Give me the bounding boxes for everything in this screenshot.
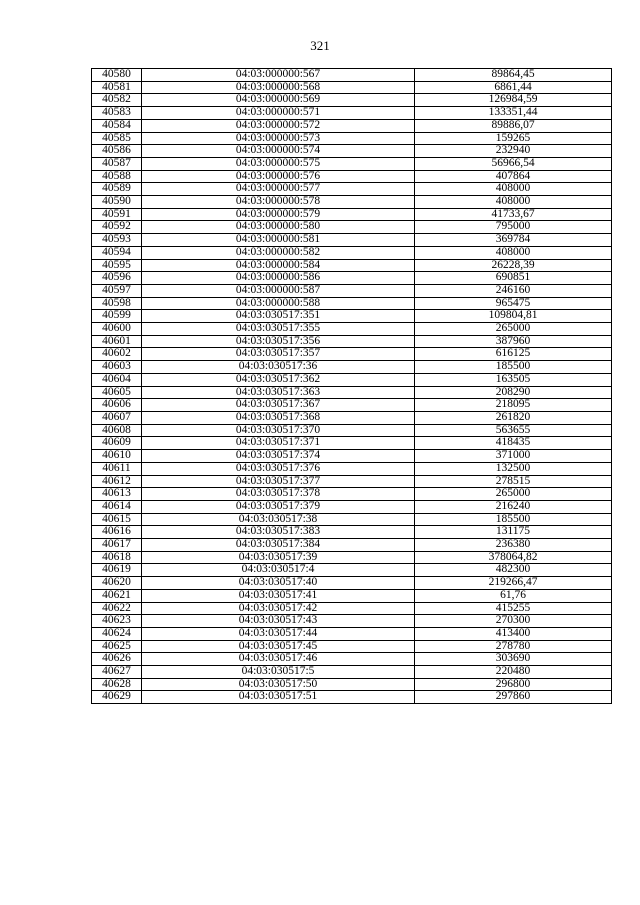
table-row bbox=[92, 323, 612, 336]
row-number-cell: 40608 bbox=[92, 424, 142, 437]
value-cell: 296800 bbox=[415, 678, 612, 691]
cadastral-number-cell: 04:03:000000:587 bbox=[142, 284, 415, 297]
row-number-cell: 40589 bbox=[92, 183, 142, 196]
cadastral-number-cell: 04:03:000000:576 bbox=[142, 170, 415, 183]
row-number-cell: 40588 bbox=[92, 170, 142, 183]
value-cell: 131175 bbox=[415, 526, 612, 539]
table-row bbox=[92, 119, 612, 132]
value-cell: 418435 bbox=[415, 437, 612, 450]
cadastral-number-cell: 04:03:030517:374 bbox=[142, 450, 415, 463]
value-cell: 208290 bbox=[415, 386, 612, 399]
table-row bbox=[92, 615, 612, 628]
table-row bbox=[92, 424, 612, 437]
row-number-cell: 40599 bbox=[92, 310, 142, 323]
value-cell: 232940 bbox=[415, 145, 612, 158]
cadastral-number-cell: 04:03:030517:357 bbox=[142, 348, 415, 361]
table-row bbox=[92, 259, 612, 272]
value-cell: 482300 bbox=[415, 564, 612, 577]
value-cell: 236380 bbox=[415, 539, 612, 552]
cadastral-number-cell: 04:03:000000:573 bbox=[142, 132, 415, 145]
table-row bbox=[92, 284, 612, 297]
table-row bbox=[92, 221, 612, 234]
table-row bbox=[92, 170, 612, 183]
row-number-cell: 40607 bbox=[92, 411, 142, 424]
value-cell: 265000 bbox=[415, 323, 612, 336]
table-row bbox=[92, 310, 612, 323]
value-cell: 261820 bbox=[415, 411, 612, 424]
cadastral-number-cell: 04:03:030517:41 bbox=[142, 589, 415, 602]
value-cell: 616125 bbox=[415, 348, 612, 361]
row-number-cell: 40592 bbox=[92, 221, 142, 234]
table-row bbox=[92, 602, 612, 615]
value-cell: 415255 bbox=[415, 602, 612, 615]
cadastral-number-cell: 04:03:030517:38 bbox=[142, 513, 415, 526]
row-number-cell: 40595 bbox=[92, 259, 142, 272]
row-number-cell: 40603 bbox=[92, 361, 142, 374]
cadastral-number-cell: 04:03:030517:368 bbox=[142, 411, 415, 424]
cadastral-number-cell: 04:03:030517:51 bbox=[142, 691, 415, 704]
table-row bbox=[92, 589, 612, 602]
value-cell: 133351,44 bbox=[415, 107, 612, 120]
value-cell: 303690 bbox=[415, 653, 612, 666]
value-cell: 408000 bbox=[415, 246, 612, 259]
value-cell: 371000 bbox=[415, 450, 612, 463]
cadastral-number-cell: 04:03:000000:586 bbox=[142, 272, 415, 285]
cadastral-number-cell: 04:03:030517:356 bbox=[142, 335, 415, 348]
cadastral-number-cell: 04:03:000000:582 bbox=[142, 246, 415, 259]
row-number-cell: 40586 bbox=[92, 145, 142, 158]
cadastral-number-cell: 04:03:000000:581 bbox=[142, 234, 415, 247]
cadastral-number-cell: 04:03:030517:383 bbox=[142, 526, 415, 539]
cadastral-number-cell: 04:03:000000:588 bbox=[142, 297, 415, 310]
cadastral-number-cell: 04:03:000000:575 bbox=[142, 157, 415, 170]
cadastral-number-cell: 04:03:030517:367 bbox=[142, 399, 415, 412]
row-number-cell: 40625 bbox=[92, 640, 142, 653]
row-number-cell: 40617 bbox=[92, 539, 142, 552]
cadastral-number-cell: 04:03:030517:39 bbox=[142, 551, 415, 564]
table-row bbox=[92, 526, 612, 539]
row-number-cell: 40623 bbox=[92, 615, 142, 628]
cadastral-number-cell: 04:03:030517:363 bbox=[142, 386, 415, 399]
table-row bbox=[92, 81, 612, 94]
table-row bbox=[92, 196, 612, 209]
cadastral-number-cell: 04:03:030517:378 bbox=[142, 488, 415, 501]
value-cell: 56966,54 bbox=[415, 157, 612, 170]
table-row bbox=[92, 246, 612, 259]
table-row bbox=[92, 132, 612, 145]
value-cell: 89864,45 bbox=[415, 69, 612, 82]
value-cell: 41733,67 bbox=[415, 208, 612, 221]
cadastral-number-cell: 04:03:030517:44 bbox=[142, 627, 415, 640]
row-number-cell: 40621 bbox=[92, 589, 142, 602]
table-row bbox=[92, 335, 612, 348]
cadastral-number-cell: 04:03:000000:577 bbox=[142, 183, 415, 196]
row-number-cell: 40610 bbox=[92, 450, 142, 463]
value-cell: 163505 bbox=[415, 373, 612, 386]
row-number-cell: 40604 bbox=[92, 373, 142, 386]
table-row bbox=[92, 691, 612, 704]
value-cell: 185500 bbox=[415, 361, 612, 374]
row-number-cell: 40627 bbox=[92, 666, 142, 679]
table-row bbox=[92, 386, 612, 399]
value-cell: 795000 bbox=[415, 221, 612, 234]
page-number: 321 bbox=[310, 38, 330, 53]
row-number-cell: 40628 bbox=[92, 678, 142, 691]
row-number-cell: 40605 bbox=[92, 386, 142, 399]
table-row bbox=[92, 94, 612, 107]
row-number-cell: 40602 bbox=[92, 348, 142, 361]
table-row bbox=[92, 373, 612, 386]
table-row bbox=[92, 500, 612, 513]
value-cell: 413400 bbox=[415, 627, 612, 640]
value-cell: 159265 bbox=[415, 132, 612, 145]
value-cell: 407864 bbox=[415, 170, 612, 183]
row-number-cell: 40624 bbox=[92, 627, 142, 640]
row-number-cell: 40590 bbox=[92, 196, 142, 209]
row-number-cell: 40612 bbox=[92, 475, 142, 488]
row-number-cell: 40591 bbox=[92, 208, 142, 221]
value-cell: 132500 bbox=[415, 462, 612, 475]
table-row bbox=[92, 488, 612, 501]
cadastral-value-table bbox=[91, 68, 612, 704]
cadastral-number-cell: 04:03:030517:4 bbox=[142, 564, 415, 577]
table-row bbox=[92, 69, 612, 82]
cadastral-number-cell: 04:03:000000:580 bbox=[142, 221, 415, 234]
cadastral-number-cell: 04:03:030517:351 bbox=[142, 310, 415, 323]
table-row bbox=[92, 462, 612, 475]
value-cell: 270300 bbox=[415, 615, 612, 628]
cadastral-number-cell: 04:03:030517:371 bbox=[142, 437, 415, 450]
value-cell: 278780 bbox=[415, 640, 612, 653]
row-number-cell: 40626 bbox=[92, 653, 142, 666]
table-row bbox=[92, 145, 612, 158]
cadastral-number-cell: 04:03:030517:379 bbox=[142, 500, 415, 513]
row-number-cell: 40601 bbox=[92, 335, 142, 348]
table-row bbox=[92, 653, 612, 666]
cadastral-number-cell: 04:03:000000:571 bbox=[142, 107, 415, 120]
row-number-cell: 40584 bbox=[92, 119, 142, 132]
value-cell: 690851 bbox=[415, 272, 612, 285]
cadastral-number-cell: 04:03:030517:42 bbox=[142, 602, 415, 615]
cadastral-number-cell: 04:03:000000:569 bbox=[142, 94, 415, 107]
cadastral-number-cell: 04:03:000000:584 bbox=[142, 259, 415, 272]
value-cell: 61,76 bbox=[415, 589, 612, 602]
table-row bbox=[92, 513, 612, 526]
table-row bbox=[92, 450, 612, 463]
cadastral-number-cell: 04:03:000000:574 bbox=[142, 145, 415, 158]
value-cell: 408000 bbox=[415, 196, 612, 209]
cadastral-number-cell: 04:03:030517:376 bbox=[142, 462, 415, 475]
value-cell: 220480 bbox=[415, 666, 612, 679]
cadastral-number-cell: 04:03:030517:370 bbox=[142, 424, 415, 437]
row-number-cell: 40587 bbox=[92, 157, 142, 170]
table-row bbox=[92, 666, 612, 679]
cadastral-number-cell: 04:03:030517:45 bbox=[142, 640, 415, 653]
table-row bbox=[92, 157, 612, 170]
table-row bbox=[92, 107, 612, 120]
cadastral-number-cell: 04:03:000000:567 bbox=[142, 69, 415, 82]
table-row bbox=[92, 627, 612, 640]
value-cell: 965475 bbox=[415, 297, 612, 310]
row-number-cell: 40606 bbox=[92, 399, 142, 412]
value-cell: 26228,39 bbox=[415, 259, 612, 272]
value-cell: 297860 bbox=[415, 691, 612, 704]
table-row bbox=[92, 234, 612, 247]
cadastral-number-cell: 04:03:030517:36 bbox=[142, 361, 415, 374]
row-number-cell: 40614 bbox=[92, 500, 142, 513]
value-cell: 265000 bbox=[415, 488, 612, 501]
row-number-cell: 40583 bbox=[92, 107, 142, 120]
value-cell: 6861,44 bbox=[415, 81, 612, 94]
value-cell: 246160 bbox=[415, 284, 612, 297]
row-number-cell: 40615 bbox=[92, 513, 142, 526]
table-row bbox=[92, 297, 612, 310]
cadastral-number-cell: 04:03:000000:579 bbox=[142, 208, 415, 221]
value-cell: 185500 bbox=[415, 513, 612, 526]
value-cell: 387960 bbox=[415, 335, 612, 348]
row-number-cell: 40585 bbox=[92, 132, 142, 145]
cadastral-number-cell: 04:03:030517:40 bbox=[142, 577, 415, 590]
cadastral-number-cell: 04:03:030517:5 bbox=[142, 666, 415, 679]
value-cell: 278515 bbox=[415, 475, 612, 488]
value-cell: 89886,07 bbox=[415, 119, 612, 132]
row-number-cell: 40593 bbox=[92, 234, 142, 247]
cadastral-number-cell: 04:03:030517:43 bbox=[142, 615, 415, 628]
table-row bbox=[92, 411, 612, 424]
cadastral-number-cell: 04:03:000000:568 bbox=[142, 81, 415, 94]
value-cell: 216240 bbox=[415, 500, 612, 513]
cadastral-number-cell: 04:03:030517:362 bbox=[142, 373, 415, 386]
value-cell: 563655 bbox=[415, 424, 612, 437]
table-row bbox=[92, 475, 612, 488]
row-number-cell: 40618 bbox=[92, 551, 142, 564]
value-cell: 109804,81 bbox=[415, 310, 612, 323]
cadastral-number-cell: 04:03:030517:50 bbox=[142, 678, 415, 691]
row-number-cell: 40611 bbox=[92, 462, 142, 475]
cadastral-number-cell: 04:03:030517:46 bbox=[142, 653, 415, 666]
row-number-cell: 40580 bbox=[92, 69, 142, 82]
value-cell: 126984,59 bbox=[415, 94, 612, 107]
row-number-cell: 40598 bbox=[92, 297, 142, 310]
table-row bbox=[92, 640, 612, 653]
table-row bbox=[92, 208, 612, 221]
table-row bbox=[92, 678, 612, 691]
value-cell: 218095 bbox=[415, 399, 612, 412]
table-row bbox=[92, 183, 612, 196]
cadastral-number-cell: 04:03:000000:572 bbox=[142, 119, 415, 132]
row-number-cell: 40619 bbox=[92, 564, 142, 577]
cadastral-number-cell: 04:03:030517:384 bbox=[142, 539, 415, 552]
row-number-cell: 40594 bbox=[92, 246, 142, 259]
row-number-cell: 40596 bbox=[92, 272, 142, 285]
row-number-cell: 40622 bbox=[92, 602, 142, 615]
table-row bbox=[92, 539, 612, 552]
row-number-cell: 40582 bbox=[92, 94, 142, 107]
row-number-cell: 40620 bbox=[92, 577, 142, 590]
table-row bbox=[92, 361, 612, 374]
value-cell: 219266,47 bbox=[415, 577, 612, 590]
value-cell: 408000 bbox=[415, 183, 612, 196]
row-number-cell: 40581 bbox=[92, 81, 142, 94]
table-body bbox=[92, 69, 612, 704]
table-row bbox=[92, 399, 612, 412]
table-row bbox=[92, 272, 612, 285]
table-row bbox=[92, 437, 612, 450]
value-cell: 369784 bbox=[415, 234, 612, 247]
row-number-cell: 40613 bbox=[92, 488, 142, 501]
row-number-cell: 40600 bbox=[92, 323, 142, 336]
cadastral-number-cell: 04:03:000000:578 bbox=[142, 196, 415, 209]
row-number-cell: 40616 bbox=[92, 526, 142, 539]
row-number-cell: 40629 bbox=[92, 691, 142, 704]
cadastral-number-cell: 04:03:030517:377 bbox=[142, 475, 415, 488]
row-number-cell: 40597 bbox=[92, 284, 142, 297]
cadastral-number-cell: 04:03:030517:355 bbox=[142, 323, 415, 336]
value-cell: 378064,82 bbox=[415, 551, 612, 564]
table-row bbox=[92, 577, 612, 590]
row-number-cell: 40609 bbox=[92, 437, 142, 450]
table-row bbox=[92, 348, 612, 361]
table-row bbox=[92, 551, 612, 564]
table-row bbox=[92, 564, 612, 577]
